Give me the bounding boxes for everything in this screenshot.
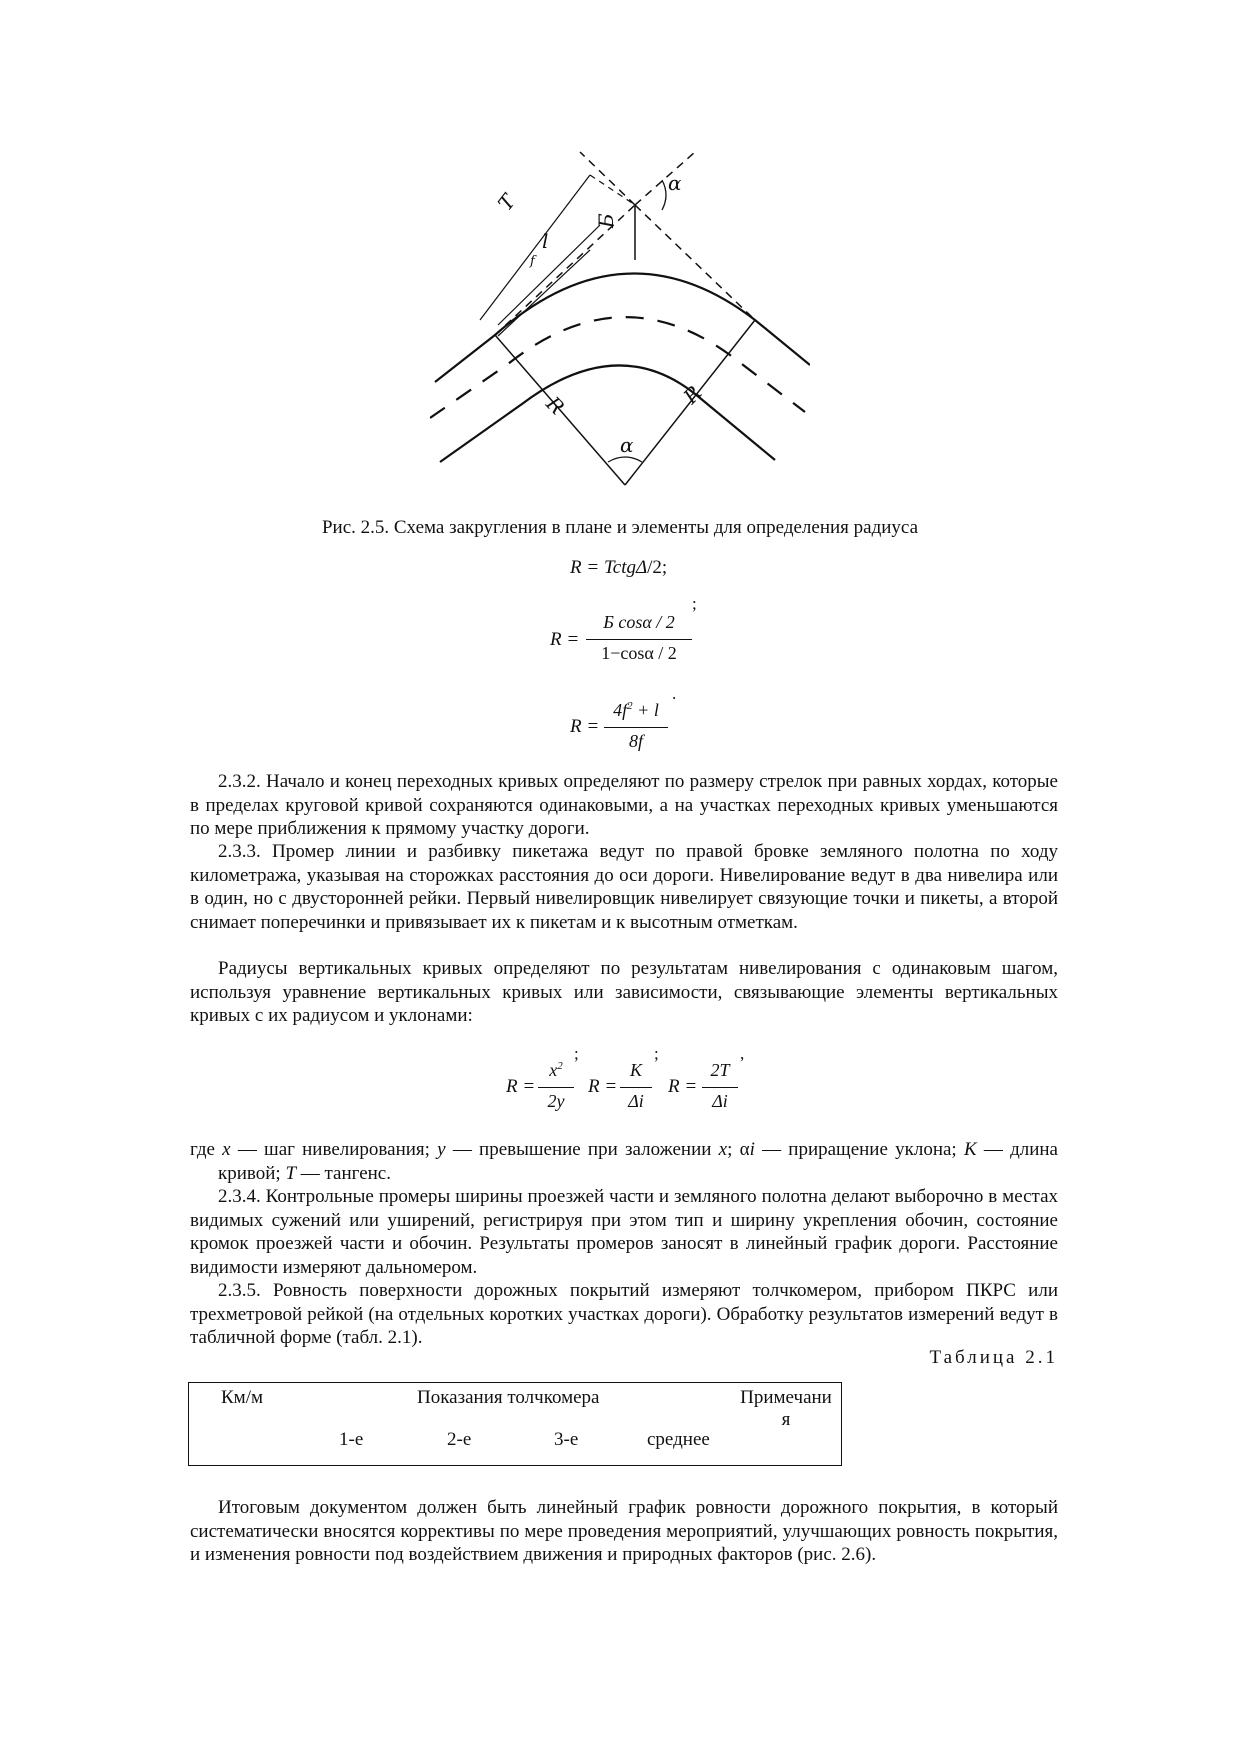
label-l: l bbox=[542, 229, 549, 253]
vformula2-lhs: R = bbox=[588, 1076, 618, 1097]
formula2-fraction bbox=[586, 612, 692, 664]
label-R-right: R bbox=[678, 380, 707, 409]
formula1-lhs: R = bbox=[570, 557, 604, 578]
formula2-lhs: R = bbox=[550, 629, 580, 650]
vformula3-fraction bbox=[702, 1060, 738, 1112]
vformula1-punct: ; bbox=[574, 1044, 579, 1063]
col-note: Примечани я bbox=[740, 1387, 832, 1430]
formula3-denominator: 8f bbox=[628, 731, 643, 751]
paragraph-2-3-3: 2.3.3. Промер линии и разбивку пикетажа ведут по правой бровке земляного полотна по ходу километража, указывая на сторожках расстояния до оси дороги. Нивелирование ведут в два нивелира или в один, но с двусторонней рейки. Первый нивелировщик нивелирует связующие точки и пикеты, а второй снимает поперечинки и привязывает их к пикетам и к высотным отметкам. bbox=[190, 841, 1058, 933]
curve-diagram bbox=[430, 150, 810, 490]
variables-explanation: где x — шаг нивелирования; y — превышение при заложении x; αi — приращение уклона; K — длина кривой; T — тангенс. bbox=[190, 1139, 1058, 1184]
label-alpha-bottom: α bbox=[620, 433, 634, 457]
formula1-rhs: Tctg bbox=[603, 557, 636, 578]
tangent-right bbox=[635, 205, 755, 320]
vformula1-fraction bbox=[538, 1060, 574, 1112]
label-B: Б bbox=[594, 213, 618, 228]
paragraph-radii: Радиусы вертикальных кривых определяют по результатам нивелирования с одинаковым шагом, используя уравнение вертикальных кривых или зависимости, связывающие элементы вертикальных кривых с их радиусом и уклонами: bbox=[190, 958, 1058, 1027]
sub-1: 1-е bbox=[339, 1429, 364, 1450]
vformula3-denominator: Δi bbox=[712, 1091, 728, 1111]
vformula2-fraction bbox=[620, 1060, 652, 1112]
formula1-tail: /2; bbox=[647, 557, 668, 578]
vformula1-numerator: $x^2$ bbox=[549, 1060, 563, 1080]
label-R-left: R bbox=[541, 391, 570, 420]
formula3-bar bbox=[604, 727, 668, 728]
formula3-numerator: $4f^2 + l$ bbox=[613, 700, 659, 720]
formula2-bar bbox=[586, 639, 692, 640]
centerline bbox=[430, 317, 805, 418]
inner-edge bbox=[440, 365, 775, 462]
vformula3-lhs: R = bbox=[668, 1076, 698, 1097]
sub-avg: среднее bbox=[647, 1429, 710, 1450]
table-title: Таблица 2.1 bbox=[929, 1347, 1058, 1368]
alpha-arc-bottom bbox=[608, 457, 642, 462]
formula2-denominator: 1−cosα / 2 bbox=[601, 643, 677, 663]
label-f: f bbox=[530, 254, 535, 269]
formula2-numerator: Б cosα / 2 bbox=[603, 612, 675, 632]
vformula2-denominator: Δi bbox=[628, 1091, 644, 1111]
figure-caption: Рис. 2.5. Схема закругления в плане и элементы для определения радиуса bbox=[321, 517, 919, 538]
vformula3-numerator: 2T bbox=[710, 1060, 730, 1080]
roughness-table bbox=[188, 1382, 842, 1466]
chord bbox=[498, 250, 590, 336]
paragraph-2-3-2: 2.3.2. Начало и конец переходных кривых определяют по размеру стрелок при равных хордах, которые в пределах круговой кривой сохраняются одинаковыми, а на участках переходных кривых уменьшаются по мере приближения к прямому участку дороги. bbox=[190, 771, 1058, 840]
tangent-extension bbox=[635, 152, 695, 205]
formula3-fraction bbox=[604, 700, 668, 752]
formula-tangent bbox=[570, 557, 667, 579]
sub-3: 3-е bbox=[554, 1429, 579, 1450]
vformula2-punct: ; bbox=[654, 1044, 659, 1063]
sub-2: 2-е bbox=[447, 1429, 472, 1450]
paragraph-2-3-4: 2.3.4. Контрольные промеры ширины проезжей части и земляного полотна делают выборочно в местах видимых сужений или уширений, регистрируя при этом тип и ширину укрепления обочин, состояние кромок проезжей части и обочин. Результаты промеров заносят в линейный график дороги. Расстояние видимости измеряют дальномером. bbox=[190, 1186, 1058, 1278]
label-T: T bbox=[493, 189, 521, 216]
vformula2-numerator: K bbox=[629, 1060, 642, 1080]
label-alpha-top: α bbox=[668, 171, 682, 195]
tangent-extension-2 bbox=[580, 152, 635, 205]
vformula1-denominator: 2y bbox=[547, 1091, 565, 1111]
vformula1-lhs: R = bbox=[506, 1076, 536, 1097]
formula3-punct: . bbox=[672, 684, 677, 703]
paragraph-2-3-5: 2.3.5. Ровность поверхности дорожных покрытий измеряют толчкомером, прибором ПКРС или трехметровой рейкой (на отдельных коротких участках дороги). Обработку результатов измерений ведут в табличной форме (табл. 2.1). bbox=[190, 1280, 1058, 1349]
col-km: Км/м bbox=[221, 1387, 263, 1408]
formula1-delta: Δ bbox=[635, 557, 648, 578]
col-readings: Показания толчкомера bbox=[417, 1387, 600, 1408]
formula3-lhs: R = bbox=[570, 716, 600, 737]
vformula3-punct: , bbox=[740, 1044, 745, 1063]
l-dimension bbox=[498, 225, 600, 325]
alpha-arc-top bbox=[662, 180, 666, 210]
formula2-punct: ; bbox=[692, 594, 697, 613]
paragraph-final: Итоговым документом должен быть линейный график ровности дорожного покрытия, в который систематически вносятся коррективы по мере проведения мероприятий, улучшающих ровность покрытия, и изменения ровности под воздействием движения и природных факторов (рис. 2.6). bbox=[190, 1497, 1058, 1566]
